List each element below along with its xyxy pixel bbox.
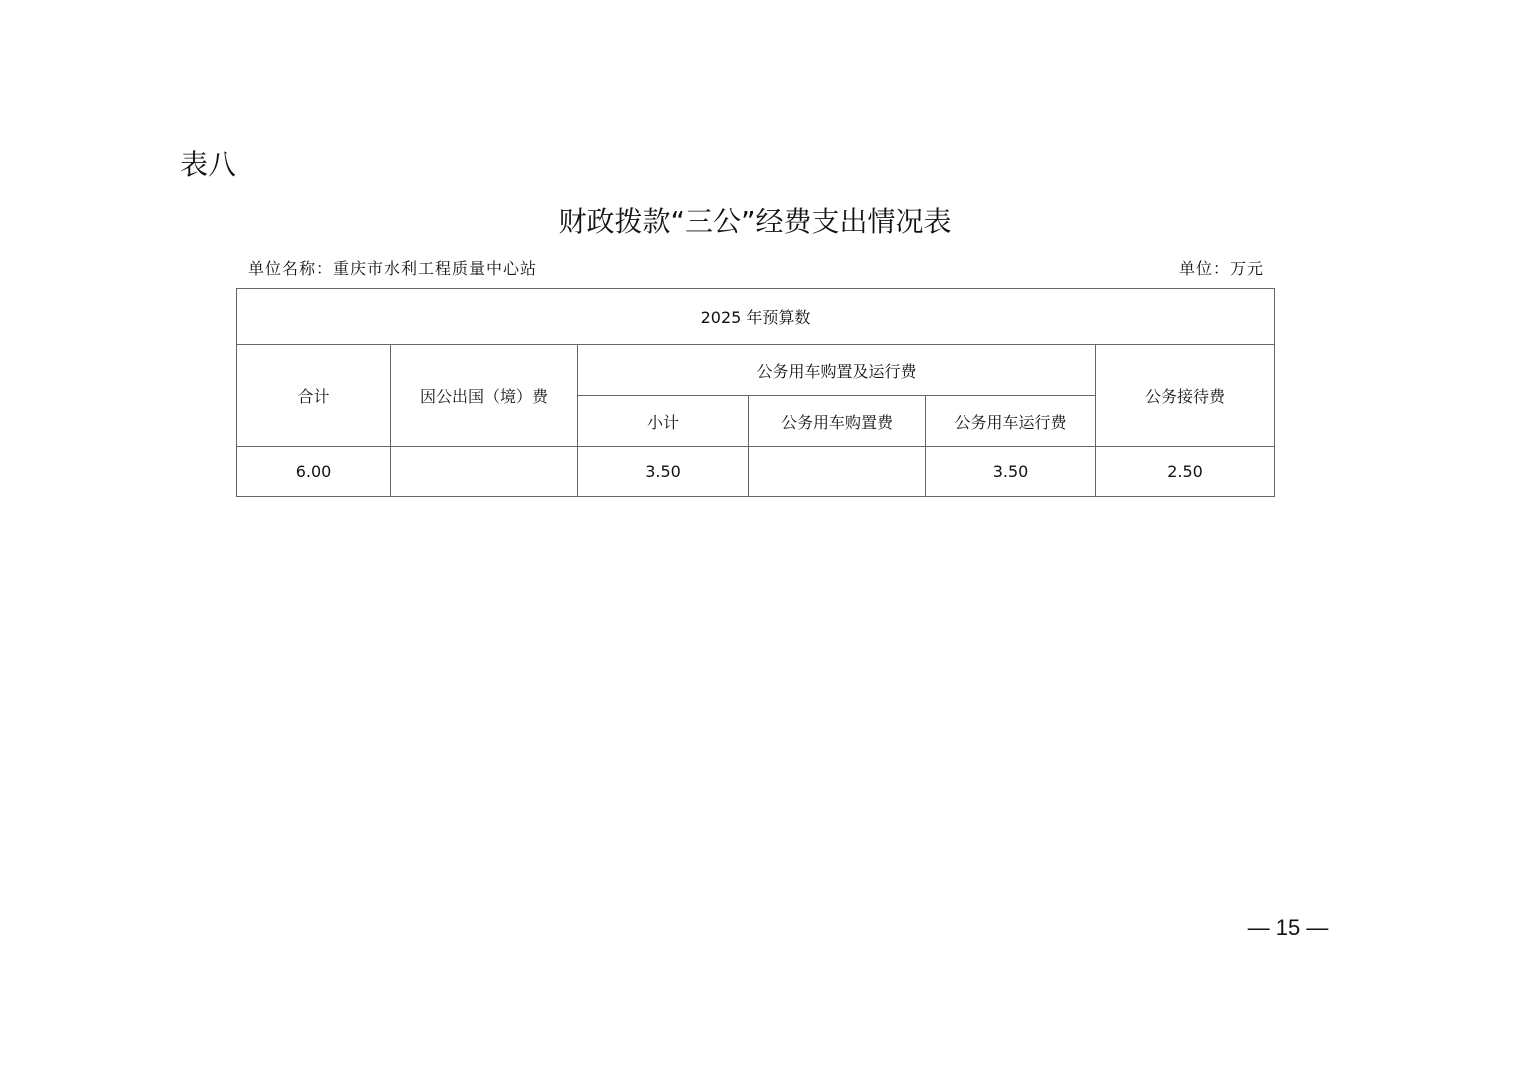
table-header-row-year <box>237 289 1275 345</box>
value-vehicle-operation: 3.50 <box>926 447 1096 497</box>
header-vehicle-operation: 公务用车运行费 <box>926 396 1096 447</box>
header-reception-expense: 公务接待费 <box>1096 345 1275 447</box>
table-header-row-categories <box>237 345 1275 396</box>
value-reception-expense: 2.50 <box>1096 447 1275 497</box>
page-number: — 15 — <box>1247 915 1329 940</box>
table-row <box>237 447 1275 497</box>
header-subtotal: 小计 <box>578 396 749 447</box>
value-total: 6.00 <box>237 447 391 497</box>
unit-label: 单位：万元 <box>1178 259 1264 278</box>
header-vehicle-group: 公务用车购置及运行费 <box>578 345 1096 396</box>
document-title: 财政拨款“三公”经费支出情况表 <box>558 205 952 238</box>
three-public-expenses-table <box>236 288 1275 497</box>
header-vehicle-purchase: 公务用车购置费 <box>749 396 926 447</box>
unit-name-label: 单位名称：重庆市水利工程质量中心站 <box>248 259 538 278</box>
value-vehicle-purchase <box>749 447 926 497</box>
header-abroad-expense: 因公出国（境）费 <box>391 345 578 447</box>
value-subtotal: 3.50 <box>578 447 749 497</box>
budget-year-header: 2025 年预算数 <box>237 289 1275 345</box>
value-abroad-expense <box>391 447 578 497</box>
header-total: 合计 <box>237 345 391 447</box>
table-label: 表八 <box>180 148 237 181</box>
